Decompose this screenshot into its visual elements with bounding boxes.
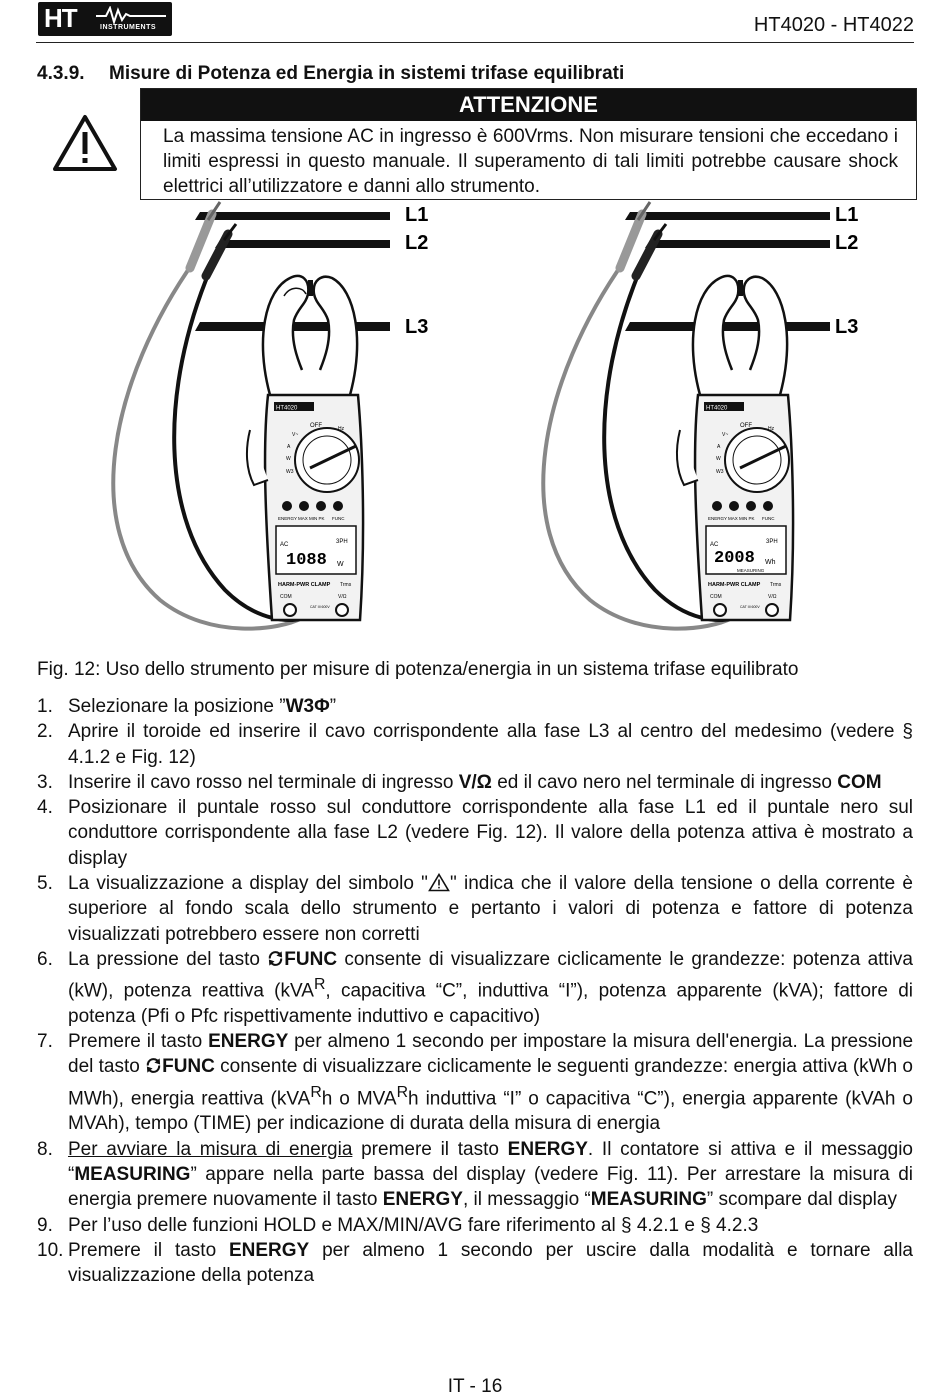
list-item: 3. Inserire il cavo rosso nel terminale di ingresso V/Ω ed il cavo nero nel terminale di ingresso COM xyxy=(37,771,882,793)
func-cycle-icon xyxy=(267,950,284,967)
phase-label-l3-left: L3 xyxy=(405,316,429,338)
conductor-l1 xyxy=(195,212,830,220)
conductor-l2 xyxy=(215,240,830,248)
left-dial-v: V~ xyxy=(292,432,299,438)
list-item: 2. Aprire il toroide ed inserire il cavo corrispondente alla fase L3 al centro del medesimo (vedere § 4.1.2 e Fig. 12) xyxy=(37,721,913,768)
phase-label-l1-right: L1 xyxy=(835,204,859,226)
section-title-text: Misure di Potenza ed Energia in sistemi trifase equilibrati xyxy=(109,63,625,84)
right-dial-a: A xyxy=(717,444,721,450)
right-dial-hz: Hz xyxy=(768,426,775,432)
warning-triangle-icon xyxy=(52,114,118,172)
left-dial-a: A xyxy=(287,444,291,450)
phase-label-l3-right: L3 xyxy=(835,316,859,338)
page-header xyxy=(36,0,914,43)
left-clamp-label: HARM-PWR CLAMP xyxy=(278,582,331,588)
instruction-list xyxy=(37,694,913,1288)
model-name: HT4020 - HT4022 xyxy=(753,14,914,36)
right-trms-label: Trms xyxy=(770,582,782,588)
right-display-mode: AC xyxy=(710,542,719,548)
warning-text: La massima tensione AC in ingresso è 600Vrms. Non misurare tensioni che eccedano i limiti espressi in questo manuale. Il superamento di tali limiti potrebbe causare shock elettrici all’utilizzatore e danni allo strumento. xyxy=(163,126,898,197)
right-dial-w3: W3 xyxy=(716,469,724,475)
right-btn-maxmin: MAX MIN PK xyxy=(728,516,755,521)
list-item: 4. Posizionare il puntale rosso sul conduttore corrispondente alla fase L1 ed il puntale nero sul conduttore corrispondente alla fase L2 (vedere Fig. 12). Il valore della potenza attiva è mostrato a display xyxy=(37,797,913,869)
section-title xyxy=(37,63,624,85)
left-com-label: COM xyxy=(280,594,292,600)
left-btn-maxmin: MAX MIN PK xyxy=(298,516,325,521)
left-meter-setup xyxy=(113,202,363,629)
left-btn-energy: ENERGY xyxy=(278,516,298,521)
left-cat-label: CAT III 600V xyxy=(310,605,330,609)
right-cat-label: CAT III 600V xyxy=(740,605,760,609)
list-item: 8. Per avviare la misura di energia premere il tasto ENERGY. Il contatore si attiva e il messaggio “MEASURING” appare nella parte bassa del display (vedere Fig. 11). Per arrestare la misura di energia premere nuovamente il tasto ENERGY, il messaggio “MEASURING” scompare dal display xyxy=(37,1138,913,1211)
warning-heading: ATTENZIONE xyxy=(141,89,916,121)
left-dial-hz: Hz xyxy=(338,426,345,432)
list-item: 6. La pressione del tasto FUNC consente di visualizzare ciclicamente le grandezze: potenza attiva (kW), potenza reattiva (kVA$^R$, capacitiva “C”, induttiva “I”), potenza apparente (kVA); fattore di potenza (Pfi o Pfc rispettivamente induttivo e capacitivo) xyxy=(37,948,914,1027)
right-btn-func: FUNC xyxy=(762,516,775,521)
left-btn-func: FUNC xyxy=(332,516,345,521)
right-meter-setup xyxy=(543,202,793,629)
left-dial-off: OFF xyxy=(310,423,322,429)
figure-three-phase-measurement xyxy=(40,200,920,650)
phase-label-l1-left: L1 xyxy=(405,204,429,226)
left-display-unit: W xyxy=(337,561,344,568)
waveform-icon xyxy=(96,6,168,24)
right-display-status: MEASURING xyxy=(737,568,765,573)
section-number: 4.3.9. xyxy=(37,63,85,84)
phase-label-l2-right: L2 xyxy=(835,232,859,254)
list-item: 5. La visualizzazione a display del simbolo " " indica che il valore della tensione o della corrente è superiore al fondo scala dello strumento e pertanto i valori di potenza e fattore di potenza visualizzati potrebbero essere non corretti xyxy=(37,873,913,945)
right-dial-off: OFF xyxy=(740,423,752,429)
left-display-phase: 3PH xyxy=(336,539,348,545)
page-number: IT - 16 xyxy=(447,1376,503,1397)
right-dial-w: W xyxy=(716,456,721,462)
left-meter-brand: HT4020 xyxy=(276,405,298,412)
left-dial-w: W xyxy=(286,456,291,462)
left-trms-label: Trms xyxy=(340,582,352,588)
right-display-reading: 2008 xyxy=(714,549,755,568)
list-item: 10. Premere il tasto ENERGY per almeno 1 secondo per uscire dalla modalità e tornare alla visualizzazione della potenza xyxy=(37,1239,913,1287)
right-display-unit: Wh xyxy=(765,559,776,566)
right-btn-energy: ENERGY xyxy=(708,516,728,521)
warning-box xyxy=(140,88,917,200)
right-display-phase: 3PH xyxy=(766,539,778,545)
list-item: 9. Per l’uso delle funzioni HOLD e MAX/MIN/AVG fare riferimento al § 4.2.1 e § 4.2.3 xyxy=(37,1214,759,1236)
left-vohm-label: V/Ω xyxy=(338,594,347,600)
warning-triangle-icon xyxy=(428,873,450,892)
logo-subtext: INSTRUMENTS xyxy=(100,24,157,31)
left-display-reading: 1088 xyxy=(286,551,327,570)
right-vohm-label: V/Ω xyxy=(768,594,777,600)
func-cycle-icon xyxy=(145,1057,162,1074)
list-item: 1. Selezionare la posizione ”W3Φ” xyxy=(37,696,337,717)
left-dial-w3: W3 xyxy=(286,469,294,475)
right-dial-v: V~ xyxy=(722,432,729,438)
logo-text: HT xyxy=(44,3,77,33)
list-item: 7. Premere il tasto ENERGY per almeno 1 secondo per impostare la misura dell'energia. La pressione del tasto FUNC consente di visualizzare ciclicamente le seguenti grandezze: energia attiva (kWh o MWh), energia reattiva (kVA$^R$h o $MVA^Rh$ induttiva “I” o capacitiva “C”), energia apparente (kVAh o MVAh), tempo (TIME) per indicazione di durata della misura di energia xyxy=(37,1031,914,1135)
figure-caption: Fig. 12: Uso dello strumento per misure di potenza/energia in un sistema trifase equilibrato xyxy=(37,659,799,680)
right-meter-brand: HT4020 xyxy=(706,405,728,412)
left-display-mode: AC xyxy=(280,542,289,548)
right-com-label: COM xyxy=(710,594,722,600)
ht-logo xyxy=(38,2,172,36)
right-clamp-label: HARM-PWR CLAMP xyxy=(708,582,761,588)
phase-label-l2-left: L2 xyxy=(405,232,429,254)
